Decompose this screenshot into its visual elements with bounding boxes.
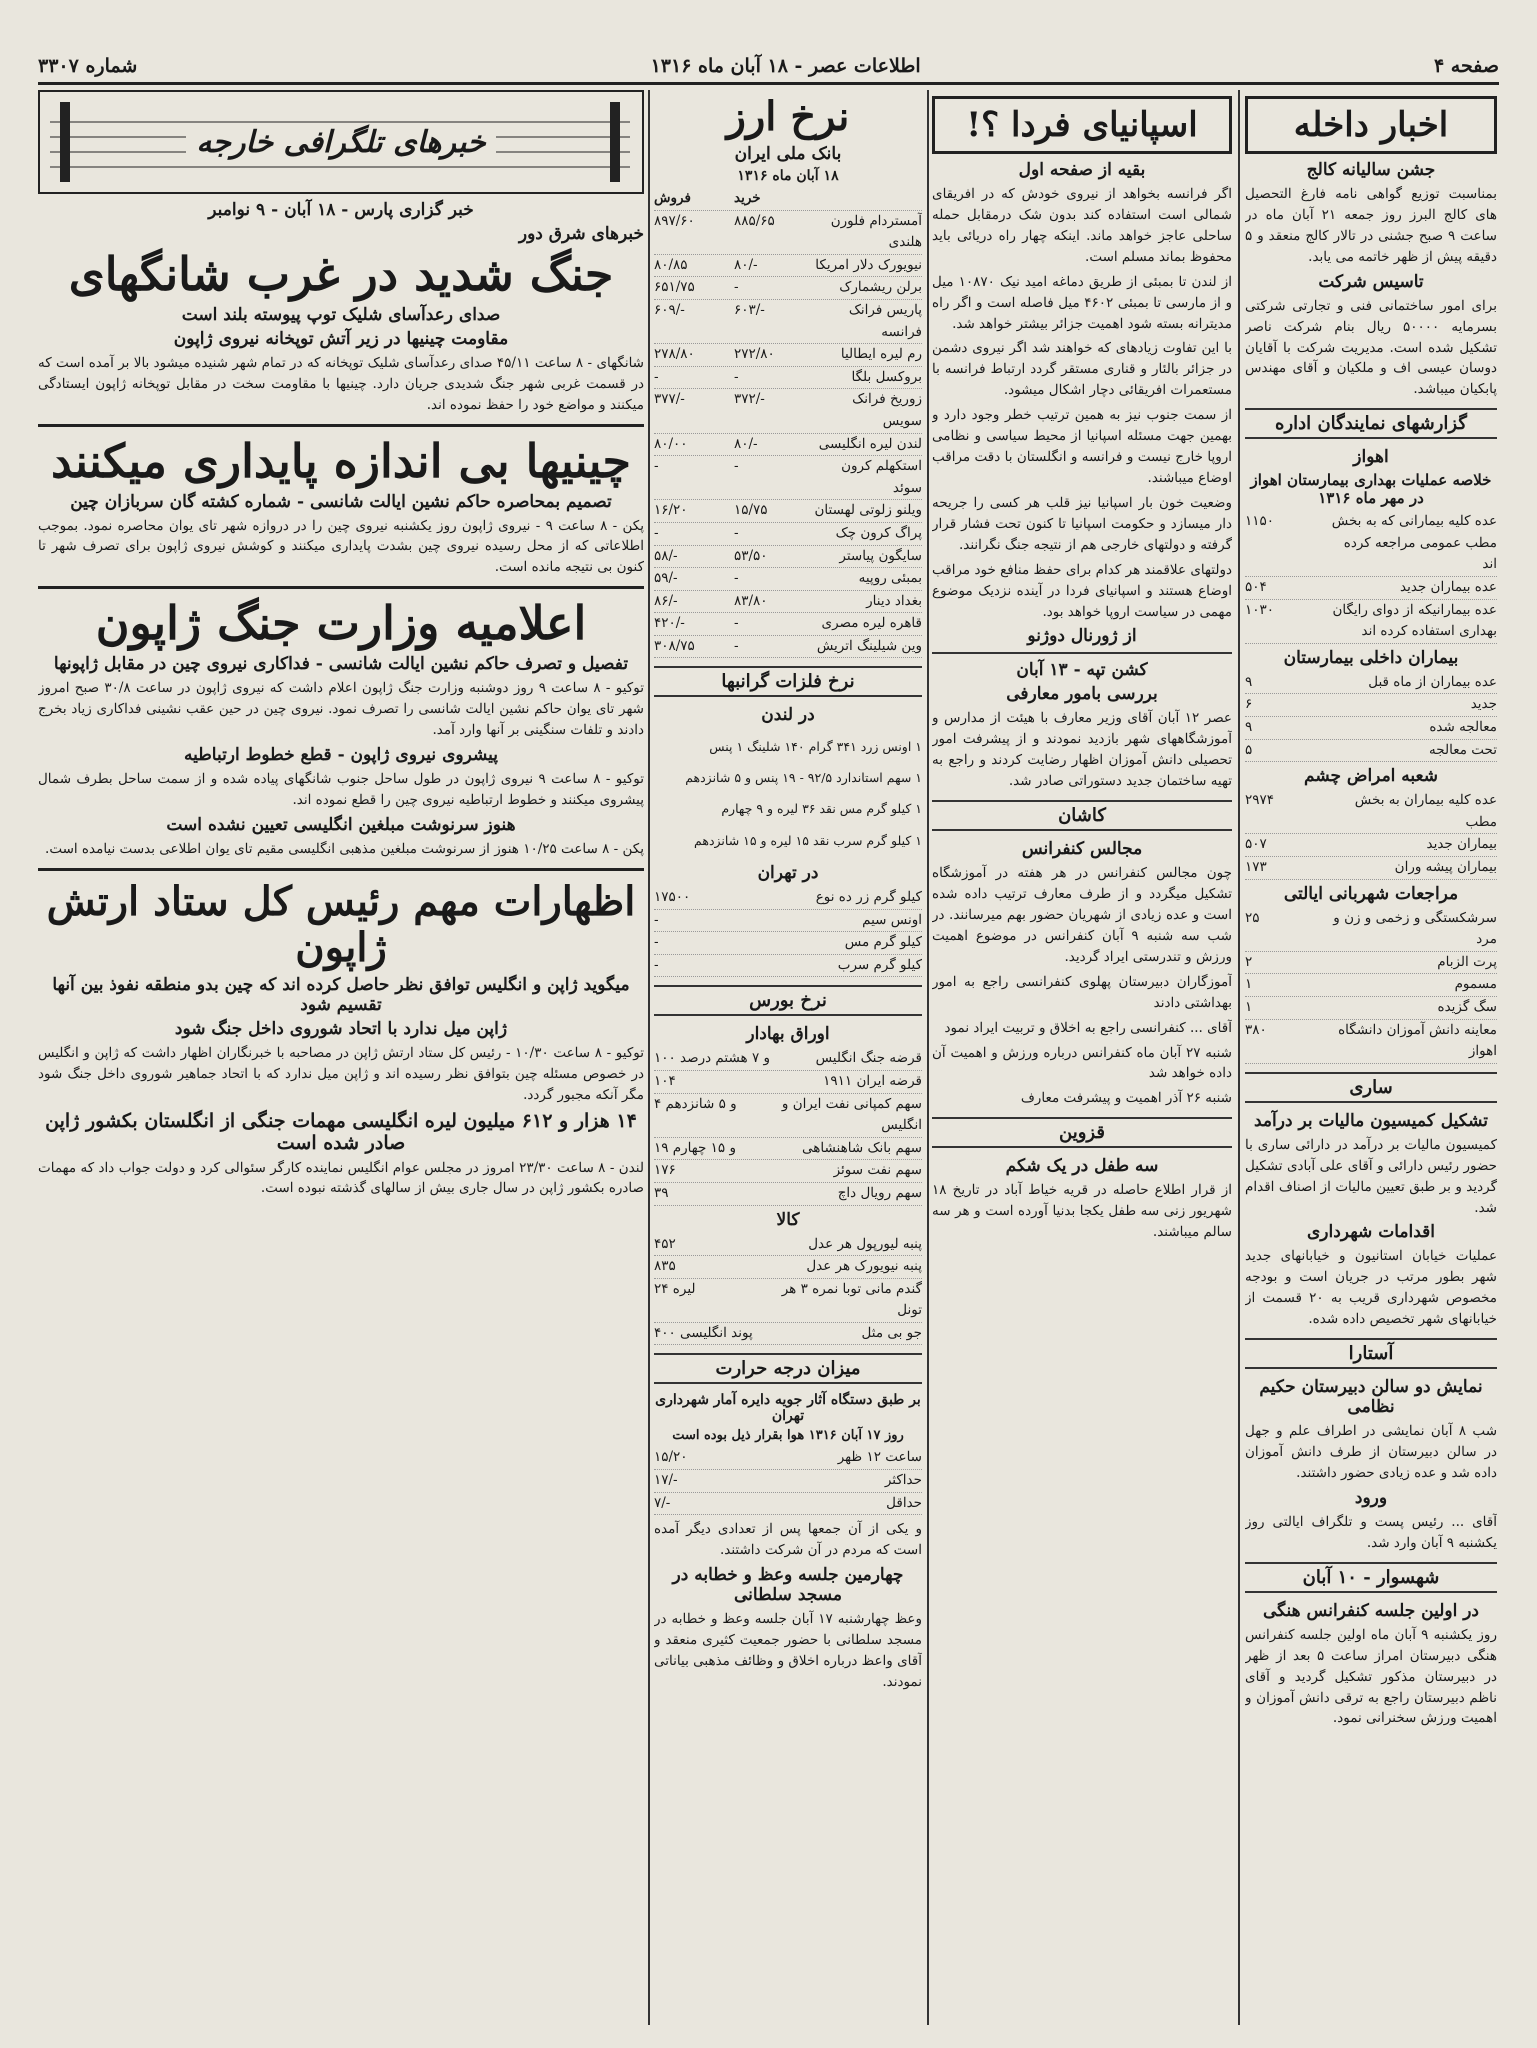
rate-row: ویلنو زلوتی لهستان ۱۵/۷۵ ۱۶/۲۰ xyxy=(654,500,922,523)
bourse-row: قرضه ایران ۱۹۱۱ ۱۰۴ xyxy=(654,1071,922,1094)
rate-row: نیویورک دلار امریکا ۸۰/- ۸۰/۸۵ xyxy=(654,255,922,278)
article-text: وضعیت خون بار اسپانیا نیز قلب هر کسی را جریحه دار میسازد و حکومت اسپانیا تا کنون تحت فشار قرار گرفته و دولتهای خارجی هم از نتیجه جنگ نگرانند. xyxy=(932,494,1232,553)
temp-row: ساعت ۱۲ ظهر ۱۵/۲۰ xyxy=(654,1447,922,1470)
section-head: نرخ فلزات گرانبها xyxy=(654,666,922,697)
article-text: شانگهای - ۸ ساعت ۴۵/۱۱ صدای رعدآسای شلیک توپخانه که در تمام شهر شنیده میشود بالا بر آمده است که در قسمت غربی شهر جنگ شدیدی جریان دارد. چینیها با مقاومت سخت در مقابل توپخانه ژاپون ایستادگی میکنند و مواضع خود را حفظ نموده اند. xyxy=(38,354,644,413)
section-head: ساری xyxy=(1245,1072,1497,1103)
list-item: شنبه ۲۶ آذر اهمیت و پیشرفت معارف xyxy=(1020,1090,1232,1107)
headline: چینیها بی اندازه پایداری میکنند xyxy=(51,433,631,488)
continued-note: بقیه از صفحه اول xyxy=(1018,160,1146,180)
tehran-row: کیلو گرم زر ده نوع ۱۷۵۰۰ xyxy=(654,887,922,910)
subheadline: ۱۴ هزار و ۶۱۲ میلیون لیره انگلیسی مهمات جنگی از انگلستان بکشور ژاپن صادر شده است xyxy=(45,1109,637,1154)
domestic-news-title: اخبار داخله xyxy=(1245,96,1497,154)
stat-row: سگ گزیده ۱ xyxy=(1245,997,1497,1020)
article-text: توکیو - ۸ ساعت ۹ روز دوشنبه وزارت جنگ ژاپون اعلام داشت که نیروی ژاپون در ساعت ۳۰/۸ صبح امروز شهر تای یوان حاکم نشین ایالت شانسی را تصرف نمود. نیروی چین در حین عقب نشینی فداکاری زیاد بخرج دادند و تلفات سنگینی بر آنها وارد آمد. xyxy=(38,680,644,739)
bourse-row: سهم رویال داچ ۳۹ xyxy=(654,1183,922,1206)
paper-date: اطلاعات عصر - ۱۸ آبان ماه ۱۳۱۶ xyxy=(650,55,921,77)
article-text: توکیو - ۸ ساعت ۹ نیروی ژاپون در طول ساحل جنوب شانگهای پیاده شده و از سمت ساحل بطرف شمال پیشروی میکنند و خطوط ارتباطیه نیروی چین را قطع نموده اند. xyxy=(38,770,644,808)
article-text: برای امور ساختمانی فنی و تجارتی شرکتی بسرمایه ۵۰۰۰۰ ریال بنام شرکت ناصر تشکیل شده است. مدیریت شرکت با آقایان دوسان عیسی اف و ملکیان و آقای مهندس پابکیان میباشد. xyxy=(1245,297,1497,398)
section-head: شعبه امراض چشم xyxy=(1304,766,1438,787)
section-head: گزارشهای نمایندگان اداره xyxy=(1245,408,1497,439)
temp-row: حداکثر ۱۷/- xyxy=(654,1470,922,1493)
bourse-row: سهم کمپانی نفت ایران و انگلیس ۴ و ۵ شانزدهم xyxy=(654,1094,922,1138)
page-number: صفحه ۴ xyxy=(1433,55,1499,77)
banner-title: خبرهای تلگرافی خارجه xyxy=(186,125,495,160)
section-subhead: کالا xyxy=(776,1209,800,1230)
section-subhead: در لندن xyxy=(761,705,815,726)
section-subhead: مجالس کنفرانس xyxy=(1021,839,1143,860)
spain-article-column xyxy=(932,90,1232,1247)
goods-row: گندم مانی توبا نمره ۳ هر تونل ۲۴ لیره xyxy=(654,1279,922,1323)
rates-title: نرخ ارز xyxy=(726,93,850,140)
section-head: کشن تپه - ۱۳ آبان xyxy=(1016,660,1148,681)
rate-row: وین شیلینگ اتریش - ۳۰۸/۷۵ xyxy=(654,636,922,659)
metal-row: ۱ کیلو گرم سرب نقد ۱۵ لیره و ۱۵ شانزدهم xyxy=(694,832,922,848)
column-rule xyxy=(927,90,929,2025)
section-head: بیماران داخلی بیمارستان xyxy=(1283,647,1459,668)
section-head: جشن سالیانه کالج xyxy=(1306,160,1436,180)
section-head: آستارا xyxy=(1245,1338,1497,1369)
article-text: عملیات خیابان استانیون و خیابانهای جدید شهر بطور مرتب در جریان است و بودجه مخصوص شهرداری قریب به ۲۰ قسمت از خیابانهای شهر تخصیص داده شده. xyxy=(1245,1248,1497,1328)
metal-row: ۱ اونس زرد ۳۴۱ گرام ۱۴۰ شلینگ ۱ پنس xyxy=(709,738,922,754)
article-text: از لندن تا بمبئی از طریق دماغه امید نیک ۱۰۸۷۰ میل و از مارسی تا بمبئی ۴۶۰۲ میل فاصله است و اگر راه مدیترانه بسته شود اهمیت جزائر بیشتر خواهد شد. xyxy=(932,273,1232,332)
stat-row: عده بیماران از ماه قبل ۹ xyxy=(1245,672,1497,695)
rate-row: پاریس فرانک فرانسه ۶۰۳/- ۶۰۹/- xyxy=(654,300,922,344)
temp-row: حداقل ۷/- xyxy=(654,1493,922,1516)
stats-list xyxy=(1245,790,1497,879)
rate-row: رم لیره ایطالیا ۲۷۲/۸۰ ۲۷۸/۸۰ xyxy=(654,344,922,367)
article-text: دولتهای علاقمند هر کدام برای حفظ منافع خود مراقب اوضاع هستند و اسپانیای فردا در آینده نزدیک موضوع مهمی در سیاست اروپا خواهد بود. xyxy=(932,561,1232,620)
rate-row: استکهلم کرون سوئد - - xyxy=(654,456,922,500)
section-subhead: تشکیل کمیسیون مالیات بر درآمد xyxy=(1254,1110,1488,1131)
article-text: با این تفاوت زیادهای که خواهند شد اگر نیروی دشمن در جزائر بالئار و قناری مستقر گردد ارتباط فرانسه با مستعمرات افریقائی دچار اشکال میشود. xyxy=(932,340,1232,399)
section-head: میزان درجه حرارت xyxy=(654,1353,922,1384)
rate-row: برلن ریشمارک - ۶۵۱/۷۵ xyxy=(654,277,922,300)
subheadline: هنوز سرنوشت مبلغین انگلیسی تعیین نشده است xyxy=(166,814,516,835)
masthead xyxy=(38,50,1499,85)
rates-date: ۱۸ آبان ماه ۱۳۱۶ xyxy=(737,168,839,184)
stat-row: بیماران پیشه وران ۱۷۳ xyxy=(1245,857,1497,880)
section-head: تاسیس شرکت xyxy=(1318,271,1424,292)
article-text: و یکی از آن جمعها پس از تعدادی دیگر آمده است که مردم در آن شرکت داشتند. xyxy=(654,1521,922,1559)
section-subhead: خلاصه عملیات بهداری بیمارستان اهواز در مهر ماه ۱۳۱۶ xyxy=(1250,471,1492,508)
goods-row: پنبه نیویورک هر عدل ۸۳۵ xyxy=(654,1256,922,1279)
article-text: کمیسیون مالیات بر درآمد در دارائی ساری با حضور رئیس دارائی و آقای علی آبادی تشکیل گردید و بر طبق تعیین مالیات از اصناف اقدام شد. xyxy=(1245,1136,1497,1216)
section-subhead: در تهران xyxy=(757,862,819,883)
article-text: پکن - ۸ ساعت ۹ - نیروی ژاپون روز یکشنبه نیروی چین را در دروازه شهر تای یوان محاصره نمود. بموجب اطلاعاتی که از محل رسیده نیروی چین بشدت پایداری میکنند و کوشش نیروی ژاپون برای تصرف شهر تا کنون بی نتیجه مانده است. xyxy=(38,517,644,576)
article-text: بمناسبت توزیع گواهی نامه فارغ التحصیل های کالج البرز روز جمعه ۲۱ آبان ماه در ساعت ۹ صبح جشنی در تالار کالج منعقد و ۵ دقیقه پیش از ظهر خاتمه می یابد. xyxy=(1245,186,1497,265)
article-text: توکیو - ۸ ساعت ۱۰/۳۰ - رئیس کل ستاد ارتش ژاپن در مصاحبه با خبرنگاران اظهار داشت که ژاپن و انگلیس در خصوص مسئله چین بتوافق نظر رسیده اند و ژاپن میل ندارد که با اتحاد جماهیر شوروی داخل جنگ شود مگر آنکه مجبور گردد. xyxy=(38,1044,644,1103)
stat-row: معاینه دانش آموزان دانشگاه اهواز ۳۸۰ xyxy=(1245,1020,1497,1064)
rate-row: زوریخ فرانک سویس ۳۷۲/- ۳۷۷/- xyxy=(654,389,922,433)
article-source: از ژورنال دوژنو xyxy=(1027,626,1137,647)
domestic-news-column xyxy=(1245,90,1497,1733)
headline: اعلامیه وزارت جنگ ژاپون xyxy=(95,596,587,651)
subheadline: میگوید ژاپن و انگلیس توافق نظر حاصل کرده اند که چین بدو منطقه نفوذ بین آنها تقسیم شود xyxy=(52,974,630,1015)
section-subhead: بررسی بامور معارفی xyxy=(1006,684,1158,705)
headline: جنگ شدید در غرب شانگهای xyxy=(68,247,614,301)
spain-headline: اسپانیای فردا ؟! xyxy=(932,96,1232,154)
section-head: مراجعات شهربانی ایالتی xyxy=(1283,883,1459,904)
stats-list xyxy=(1245,908,1497,1064)
stat-row: عده کلیه بیماران به بخش مطب ۲۹۷۴ xyxy=(1245,790,1497,834)
article-text: روز یکشنبه ۹ آبان ماه اولین جلسه کنفرانس هنگی دبیرستان امراز ساعت ۵ بعد از ظهر در دبیرستان مذکور تشکیل گردید و آقای ناظم دبیرستان راجع به ترقی دانش آموزان و اهمیت ورزش سخنرانی نمود. xyxy=(1245,1626,1497,1727)
stat-row: عده بیمارانیکه از دوای رایگان بهداری استفاده کرده اند ۱۰۳۰ xyxy=(1245,600,1497,644)
tehran-row: اونس سیم - xyxy=(654,910,922,933)
subheadline: پیشروی نیروی ژاپون - قطع خطوط ارتباطیه xyxy=(183,744,498,765)
column-rule xyxy=(1238,90,1240,2025)
rate-row: قاهره لیره مصری - ۴۲۰/- xyxy=(654,613,922,636)
article-text: اگر فرانسه بخواهد از نیروی خودش که در افریقای شمالی است استفاده کند بدون شک درمقابل حمله ساحلی عاجز خواهد ماند. اینکه چهار راه دریائی باید محفوظ بماند مسلم است. xyxy=(932,186,1232,265)
article-text: وعظ چهارشنبه ۱۷ آبان جلسه وعظ و خطابه در مسجد سلطانی با حضور جمعیت کثیری منعقد و آقای واعظ درباره اخلاق و وظائف مذهبی بیاناتی نمودند. xyxy=(654,1611,922,1690)
column-rule xyxy=(648,90,650,2025)
subheadline: تصمیم بمحاصره حاکم نشین ایالت شانسی - شماره کشته گان سربازان چین xyxy=(70,491,612,512)
section-subhead: اقدامات شهرداری xyxy=(1307,1222,1435,1243)
list-item: آموزگاران دبیرستان پهلوی کنفرانسی راجع به امور بهداشتی دادند xyxy=(932,973,1232,1011)
temp-date: روز ۱۷ آبان ۱۳۱۶ هوا بقرار ذیل بوده است xyxy=(672,1428,904,1444)
stat-row: عده بیماران جدید ۵۰۴ xyxy=(1245,577,1497,600)
section-subhead: اوراق بهادار xyxy=(746,1024,830,1045)
rate-row: پراگ کرون چک - - xyxy=(654,523,922,546)
metal-row: ۱ کیلو گرم مس نقد ۳۶ لیره و ۹ چهارم xyxy=(721,801,922,817)
section-subhead: در اولین جلسه کنفرانس هنگی xyxy=(1262,1600,1480,1621)
section-head: قزوین xyxy=(932,1117,1232,1148)
article-text: از قرار اطلاع حاصله در قریه خیاط آباد در تاریخ ۱۸ شهریور زنی سه طفل یکجا بدنیا آورده است و هر سه سالم میباشند. xyxy=(932,1182,1232,1241)
stat-row: مسموم ۱ xyxy=(1245,974,1497,997)
rate-row: لندن لیره انگلیسی ۸۰/- ۸۰/۰۰ xyxy=(654,434,922,457)
stat-row: جدید ۶ xyxy=(1245,694,1497,717)
article-text: از سمت جنوب نیز به همین ترتیب خطر وجود دارد و بهمین جهت مسئله اسپانیا از محیط سیاسی و نظامی اروپا خارج نیست و فرانسه و انگلستان با دقت مراقب اوضاع میباشند. xyxy=(932,407,1232,486)
region-head: خبرهای شرق دور xyxy=(518,224,644,244)
section-head: کاشان xyxy=(932,800,1232,831)
rates-list xyxy=(654,211,922,659)
section-head: اهواز xyxy=(1353,447,1389,468)
section-subhead: نمایش دو سالن دبیرستان حکیم نظامی xyxy=(1259,1377,1483,1418)
bank-name: بانک ملی ایران xyxy=(734,144,842,164)
section-subhead: ورود xyxy=(1354,1487,1388,1508)
exchange-rates-column xyxy=(654,90,922,1697)
list-item: شنبه ۲۷ آبان ماه کنفرانس درباره ورزش و اهمیت آن داده خواهد شد xyxy=(932,1044,1232,1082)
goods-row: پنبه لیورپول هر عدل ۴۵۲ xyxy=(654,1234,922,1257)
stat-row: عده کلیه بیمارانی که به بخش مطب عمومی مراجعه کرده اند ۱۱۵۰ xyxy=(1245,511,1497,577)
section-head: نرخ بورس xyxy=(654,985,922,1016)
rates-header: خرید فروش xyxy=(654,188,922,211)
article-text: شب ۸ آبان نمایشی در اطراف علم و جهل در سالن دبیرستان از طرف دانش آموزان داده شد و عده زیادی حضور داشتند. xyxy=(1245,1423,1497,1481)
tehran-row: کیلو گرم مس - xyxy=(654,932,922,955)
stats-list xyxy=(1245,672,1497,762)
bourse-row: سهم بانک شاهنشاهی ۱۹ و ۱۵ چهارم xyxy=(654,1138,922,1161)
foreign-news-column xyxy=(38,90,644,1203)
article-text: چون مجالس کنفرانس در هر هفته در آموزشگاه تشکیل میگردد و از طرف معارف ترتیب داده شده است و عده زیادی از شهریان حضور بهم میرسانند. در شب سه شنبه ۹ آبان کنفرانس در موضوع اهمیت ورزش و تندرستی ایراد گردید. xyxy=(932,865,1232,965)
rate-row: سایگون پیاستر ۵۳/۵۰ ۵۸/- xyxy=(654,546,922,569)
section-subhead: بر طبق دستگاه آثار جویه دایره آمار شهرداری تهران xyxy=(655,1392,921,1425)
article-text: پکن - ۸ ساعت ۱۰/۲۵ هنوز از سرنوشت مبلغین مذهبی انگلیسی مقیم تای یوان اطلاعی بدست نیامده است. xyxy=(45,840,644,857)
bourse-row: سهم نفت سوئز ۱۷۶ xyxy=(654,1160,922,1183)
rate-row: بغداد دینار ۸۳/۸۰ ۸۶/- xyxy=(654,591,922,614)
article-text: آقای ... رئیس پست و تلگراف ایالتی روز یکشنبه ۹ آبان وارد شد. xyxy=(1245,1513,1497,1551)
news-agency: خبر گزاری پارس - ۱۸ آبان - ۹ نوامبر xyxy=(208,200,474,220)
article-text: لندن - ۸ ساعت ۲۳/۳۰ امروز در مجلس عوام انگلیس نماینده کارگر سئوالی کرد و دولت جواب داد که مهمات صادره بکشور ژاپن در سال جاری بیش از سالهای گذشته نبوده است. xyxy=(38,1159,644,1197)
stats-list xyxy=(1245,511,1497,644)
bourse-row: قرضه جنگ انگلیس ۱۰۰ و ۷ هشتم درصد xyxy=(654,1048,922,1071)
list-item: آقای ... کنفرانسی راجع به اخلاق و تربیت ایراد نمود xyxy=(944,1019,1232,1036)
section-head: شهسوار - ۱۰ آبان xyxy=(1245,1562,1497,1593)
stat-row: سرشکستگی و زخمی و زن و مرد ۲۵ xyxy=(1245,908,1497,952)
rate-row: بروکسل بلگا - - xyxy=(654,367,922,390)
foreign-news-banner xyxy=(38,90,644,194)
subheadline: ژاپن میل ندارد با اتحاد شوروی داخل جنگ شود xyxy=(174,1018,508,1039)
stat-row: معالجه شده ۹ xyxy=(1245,717,1497,740)
rate-row: بمبئی روپیه - ۵۹/- xyxy=(654,568,922,591)
tehran-row: کیلو گرم سرب - xyxy=(654,955,922,978)
stat-row: بیماران جدید ۵۰۷ xyxy=(1245,834,1497,857)
section-subhead: سه طفل در یک شکم xyxy=(1005,1156,1159,1177)
goods-row: جو بی مثل ۴۰۰ پوند انگلیسی xyxy=(654,1323,922,1346)
subheadline: مقاومت چینیها در زیر آتش توپخانه نیروی ژاپون xyxy=(173,328,509,349)
stat-row: تحت معالجه ۵ xyxy=(1245,740,1497,763)
subheadline: صدای رعدآسای شلیک توپ پیوسته بلند است xyxy=(181,304,501,325)
subheadline: تفصیل و تصرف حاکم نشین ایالت شانسی - فداکاری نیروی چین در مقابل ژاپونها xyxy=(53,654,629,675)
article-text: عصر ۱۲ آبان آقای وزیر معارف با هیئت از مدارس و آموزشگاههای شهر بازدید نمودند و از پیشرفت امور تحصیلی دانش آموزان اظهار رضایت کردند و راجع به تهیه ساختمان جدید دستوراتی صادر شد. xyxy=(932,710,1232,790)
issue-number: شماره ۳۳۰۷ xyxy=(38,55,138,77)
rate-row: آمستردام فلورن هلندی ۸۸۵/۶۵ ۸۹۷/۶۰ xyxy=(654,211,922,255)
stat-row: پرت الزبام ۲ xyxy=(1245,952,1497,975)
metal-row: ۱ سهم استاندارد ۹۲/۵ - ۱۹ پنس و ۵ شانزدهم xyxy=(685,770,922,786)
headline: اظهارات مهم رئیس کل ستاد ارتش ژاپون xyxy=(46,877,636,971)
section-head: چهارمین جلسه وعظ و خطابه در مسجد سلطانی xyxy=(672,1565,904,1606)
